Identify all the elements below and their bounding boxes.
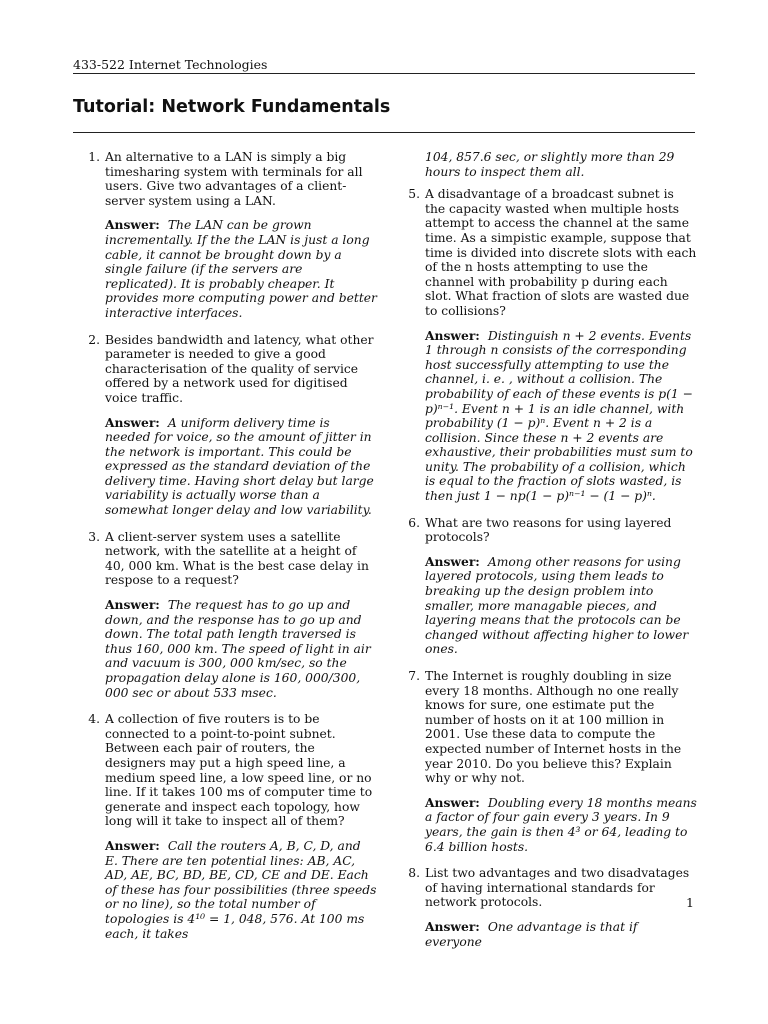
page-number: 1: [686, 895, 694, 910]
question-text: What are two reasons for using layered protocols?: [425, 515, 672, 545]
question-8: [405, 866, 697, 949]
question-text: A collection of five routers is to be connected to a point-to-point subnet. Between each pair of routers, the designers may put a high speed line, a medium speed line, a low speed line, or no line. If it takes 100 ms of computer time to generate and inspect each topology, how long will it take to inspect all of them?: [105, 712, 373, 829]
right-column: [405, 150, 697, 961]
answer-block: [105, 218, 377, 320]
answer-text: The request has to go up and down, and the response has to go up and down. The total path length traversed is thus 160, 000 km. The speed of light in air and vacuum is 300, 000 km/sec, so the propagation delay alone is 160, 000/300, 000 sec or about 533 msec.: [105, 598, 371, 700]
course-header: 433-522 Internet Technologies: [73, 57, 268, 72]
question-text: The Internet is roughly doubling in size every 18 months. Although no one really knows for sure, one estimate put the number of hosts on it at 100 million in 2001. Use these data to compute the expected number of Internet hosts in the year 2010. Do you believe this? Explain why or why not.: [425, 669, 682, 786]
question-number: 8.: [408, 866, 420, 881]
answer-label: Answer:: [425, 794, 480, 810]
answer-block: [425, 555, 697, 657]
answer-label: Answer:: [425, 553, 480, 569]
question-number: 6.: [408, 515, 420, 530]
question-3: [85, 530, 377, 701]
answer-block: [105, 416, 377, 518]
question-text: A disadvantage of a broadcast subnet is the capacity wasted when multiple hosts attempt to access the channel at the same time. As a simpistic example, suppose that time is divided into discrete slots with each of the n hosts attempting to use the channel with probability p during each slot. What fraction of slots are wasted due to collisions?: [425, 187, 697, 318]
answer-block: [425, 329, 697, 504]
answer-text: Call the routers A, B, C, D, and E. There are ten potential lines: AB, AC, AD, AE, BC, BD, BE, CD, CE and DE. Each of these has four possibilities (three speeds or no line), so the total number of topologies is 4¹⁰ = 1, 048, 576. At 100 ms each, it takes: [105, 838, 377, 941]
question-text: A client-server system uses a satellite network, with the satellite at a height of 40, 000 km. What is the best case delay in respose to a request?: [105, 529, 369, 588]
answer-label: Answer:: [105, 414, 160, 430]
question-6: [405, 516, 697, 657]
question-number: 7.: [408, 669, 420, 683]
answer-label: Answer:: [425, 327, 480, 343]
question-text: Besides bandwidth and latency, what other parameter is needed to give a good characterisation of the quality of service offered by a network used for digitised voice traffic.: [105, 332, 374, 405]
answer-text: Among other reasons for using layered protocols, using them leads to breaking up the design problem into smaller, more managable pieces, and layering means that the protocols can be changed without affecting higher to lower ones.: [425, 554, 689, 657]
left-column: [85, 150, 377, 953]
question-5: [405, 187, 697, 503]
page-title: Tutorial: Network Fundamentals: [73, 97, 391, 117]
answer-continuation: 104, 857.6 sec, or slightly more than 29 hours to inspect them all.: [425, 150, 675, 179]
answer-text: The LAN can be grown incrementally. If the the LAN is just a long cable, it cannot be brought down by a single failure (if the servers are replicated). It is probably cheaper. It provides more computing power and better interactive interfaces.: [105, 218, 377, 320]
question-4: [85, 712, 377, 941]
answer-block: [425, 796, 697, 854]
question-text: List two advantages and two disadvatages of having international standards for network protocols.: [425, 866, 690, 910]
answer-text: Distinguish n + 2 events. Events 1 through n consists of the corresponding host successfully attempting to use the channel, i. e. , without a collision. The probability of each of these events is p(1 − p)ⁿ⁻¹. Event n + 1 is an idle channel, with probability (1 − p)ⁿ. Event n + 2 is a collision. Since these n + 2 events are exhaustive, their probabilities must sum to unity. The probability of a collision, which is equal to the fraction of slots wasted, is then just 1 − np(1 − p)ⁿ⁻¹ − (1 − p)ⁿ.: [425, 328, 693, 504]
title-rule: [73, 132, 695, 133]
question-number: 4.: [88, 712, 100, 727]
answer-text: One advantage is that if everyone: [425, 919, 638, 949]
answer-label: Answer:: [425, 918, 480, 934]
header-rule: [73, 73, 695, 74]
question-number: 2.: [88, 332, 100, 347]
answer-label: Answer:: [105, 217, 160, 233]
answer-block: [105, 839, 377, 941]
answer-text: Doubling every 18 months means a factor of four gain every 3 years. In 9 years, the gain is then 4³ or 64, leading to 6.4 billion hosts.: [425, 795, 697, 854]
answer-block: [105, 598, 377, 700]
question-number: 5.: [408, 187, 420, 202]
question-number: 3.: [88, 529, 100, 544]
answer-label: Answer:: [105, 597, 160, 613]
question-7: [405, 669, 697, 854]
answer-text: A uniform delivery time is needed for voice, so the amount of jitter in the network is important. This could be expressed as the standard deviation of the delivery time. Having short delay but large variability is actually worse than a somewhat longer delay and low variability.: [105, 415, 374, 518]
answer-label: Answer:: [105, 837, 160, 853]
question-text: An alternative to a LAN is simply a big timesharing system with terminals for all users. Give two advantages of a client-server system using a LAN.: [105, 150, 363, 208]
question-2: [85, 333, 377, 518]
answer-block: [425, 920, 697, 949]
question-number: 1.: [88, 150, 100, 164]
question-1: [85, 150, 377, 321]
